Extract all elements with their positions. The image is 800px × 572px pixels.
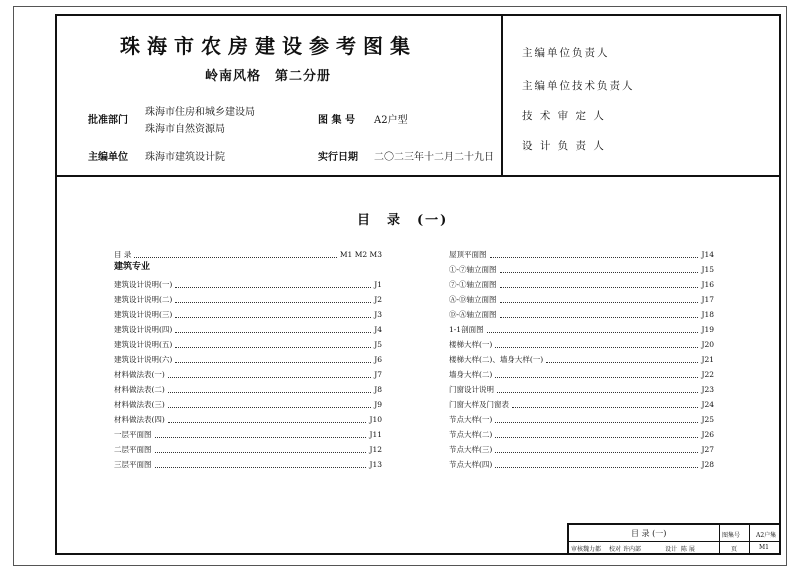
toc-entry-code: J27 xyxy=(701,445,714,454)
toc-entry-code: J1 xyxy=(374,280,382,289)
toc-entry-name: 节点大样(四) xyxy=(449,460,493,469)
toc-leader-dots xyxy=(487,332,699,333)
toc-leader-dots xyxy=(168,407,371,408)
title-block-checker: 许内部 xyxy=(623,546,642,553)
toc-entry[interactable] xyxy=(449,440,714,455)
toc-entry-code: J19 xyxy=(701,325,714,334)
toc-leader-dots xyxy=(175,347,371,348)
toc-leader-dots xyxy=(175,362,371,363)
toc-entry-code: M1 M2 M3 xyxy=(339,250,382,259)
toc-leader-dots xyxy=(497,392,698,393)
toc-entry[interactable] xyxy=(114,425,382,440)
toc-leader-dots xyxy=(155,452,367,453)
title-block-page-label: 页 xyxy=(731,546,738,553)
title-block-reviewer: 魏力都 xyxy=(583,546,602,553)
editor-value: 珠海市建筑设计院 xyxy=(145,152,225,163)
toc-entry[interactable] xyxy=(449,260,714,275)
toc-entry[interactable] xyxy=(114,305,382,320)
toc-leader-dots xyxy=(495,377,698,378)
toc-entry[interactable] xyxy=(449,395,714,410)
toc-entry[interactable] xyxy=(114,410,382,425)
toc-entry-name: 建筑设计说明(五) xyxy=(114,340,173,349)
toc-leader-dots xyxy=(490,257,699,258)
title-block-designer: 陈 展 xyxy=(681,546,695,553)
toc-entry[interactable] xyxy=(449,305,714,320)
title-block xyxy=(567,523,780,553)
toc-entry-name: 三层平面图 xyxy=(114,460,152,469)
toc-leader-dots xyxy=(495,347,698,348)
toc-leader-dots xyxy=(500,302,699,303)
toc-section-heading: 建筑专业 xyxy=(114,262,151,272)
toc-leader-dots xyxy=(500,317,699,318)
toc-entry-code: J16 xyxy=(701,280,714,289)
title-block-atlas-value: A2户集 xyxy=(756,532,777,539)
toc-entry[interactable] xyxy=(449,245,714,260)
toc-left-column xyxy=(114,245,382,470)
resp-tech-chief: 主编单位技术负责人 xyxy=(522,80,635,92)
toc-leader-dots xyxy=(134,257,336,258)
approval-dept-2: 珠海市自然资源局 xyxy=(145,124,225,135)
toc-entry-code: J12 xyxy=(369,445,382,454)
toc-entry[interactable] xyxy=(114,290,382,305)
toc-entry-name: 墙身大样(二) xyxy=(449,370,493,379)
toc-entry-code: J10 xyxy=(369,415,382,424)
toc-entry[interactable] xyxy=(114,335,382,350)
toc-leader-dots xyxy=(500,287,699,288)
toc-entry-code: J13 xyxy=(369,460,382,469)
toc-entry[interactable] xyxy=(114,440,382,455)
toc-entry-code: J21 xyxy=(701,355,714,364)
toc-right-column xyxy=(449,245,714,470)
toc-entry[interactable] xyxy=(449,410,714,425)
toc-entry[interactable] xyxy=(449,290,714,305)
toc-entry-code: J15 xyxy=(701,265,714,274)
toc-title: 目 录 (一) xyxy=(357,213,449,228)
toc-entry-code: J18 xyxy=(701,310,714,319)
toc-entry-name: ⑦-①轴立面图 xyxy=(449,280,497,289)
atlas-no-value: A2户型 xyxy=(374,115,408,126)
toc-entry-name: 节点大样(三) xyxy=(449,445,493,454)
toc-leader-dots xyxy=(175,302,371,303)
toc-leader-dots xyxy=(175,287,371,288)
toc-leader-dots xyxy=(175,332,371,333)
toc-entry[interactable] xyxy=(114,275,382,290)
toc-entry-name: 一层平面图 xyxy=(114,430,152,439)
toc-entry-code: J24 xyxy=(701,400,714,409)
toc-leader-dots xyxy=(500,272,699,273)
toc-leader-dots xyxy=(155,467,367,468)
toc-entry-code: J25 xyxy=(701,415,714,424)
approval-label: 批准部门 xyxy=(88,115,128,126)
toc-entry-code: J2 xyxy=(374,295,382,304)
date-value: 二〇二三年十二月二十九日 xyxy=(374,152,494,163)
toc-entry[interactable] xyxy=(449,455,714,470)
toc-leader-dots xyxy=(546,362,698,363)
toc-entry-code: J7 xyxy=(374,370,382,379)
toc-entry[interactable] xyxy=(114,350,382,365)
title-block-checker-label: 校对 xyxy=(609,546,622,553)
toc-entry-code: J28 xyxy=(701,460,714,469)
toc-entry-name: 1-1剖面图 xyxy=(449,325,484,334)
title-block-divider xyxy=(719,525,720,553)
toc-right-list xyxy=(449,245,714,470)
toc-entry-name: 门窗设计说明 xyxy=(449,385,494,394)
header-divider xyxy=(55,175,781,177)
resp-design-lead: 设 计 负 责 人 xyxy=(522,140,606,152)
toc-leader-dots xyxy=(175,317,371,318)
toc-entry-name: 目 录 xyxy=(114,250,132,259)
toc-left-list xyxy=(114,275,382,470)
toc-entry-code: J9 xyxy=(374,400,382,409)
toc-leader-dots xyxy=(495,467,698,468)
approval-dept-1: 珠海市住房和城乡建设局 xyxy=(145,107,255,118)
header-vertical-divider xyxy=(501,14,503,176)
editor-label: 主编单位 xyxy=(88,152,128,163)
title-block-atlas-label: 图集号 xyxy=(722,532,741,539)
toc-entry-code: J8 xyxy=(374,385,382,394)
title-block-designer-label: 设计 xyxy=(665,546,678,553)
toc-entry[interactable] xyxy=(114,395,382,410)
toc-entry[interactable] xyxy=(449,350,714,365)
toc-entry-name: 屋顶平面图 xyxy=(449,250,487,259)
atlas-no-label: 图 集 号 xyxy=(318,115,355,126)
toc-entry-code: J6 xyxy=(374,355,382,364)
toc-entry[interactable] xyxy=(114,380,382,395)
toc-entry-name: 建筑设计说明(三) xyxy=(114,310,173,319)
toc-entry-name: 节点大样(一) xyxy=(449,415,493,424)
toc-entry-name: ①-⑦轴立面图 xyxy=(449,265,497,274)
toc-entry[interactable] xyxy=(449,365,714,380)
toc-entry[interactable] xyxy=(114,365,382,380)
toc-leader-dots xyxy=(495,422,698,423)
toc-entry-name: 材料做法表(一) xyxy=(114,370,165,379)
title-block-divider xyxy=(749,525,750,553)
toc-entry[interactable] xyxy=(449,275,714,290)
toc-leader-dots xyxy=(155,437,367,438)
toc-entry[interactable] xyxy=(114,320,382,335)
page-title: 珠海市农房建设参考图集 xyxy=(120,34,417,58)
toc-leader-dots xyxy=(495,452,698,453)
resp-tech-reviewer: 技 术 审 定 人 xyxy=(522,110,606,122)
toc-entry-name: 二层平面图 xyxy=(114,445,152,454)
toc-entry-code: J22 xyxy=(701,370,714,379)
toc-entry-name: 楼梯大样(一) xyxy=(449,340,493,349)
toc-entry-name: Ⓐ-Ⓓ轴立面图 xyxy=(449,295,497,304)
toc-leader-dots xyxy=(512,407,698,408)
title-block-page-value: M1 xyxy=(759,544,769,551)
toc-entry[interactable] xyxy=(449,320,714,335)
toc-entry-code: J23 xyxy=(701,385,714,394)
toc-entry-name: 门窗大样及门窗表 xyxy=(449,400,509,409)
toc-entry[interactable] xyxy=(449,335,714,350)
toc-entry-name: Ⓓ-Ⓐ轴立面图 xyxy=(449,310,497,319)
toc-entry-name: 材料做法表(四) xyxy=(114,415,165,424)
toc-entry-name: 建筑设计说明(一) xyxy=(114,280,173,289)
toc-entry[interactable] xyxy=(449,380,714,395)
toc-leader-dots xyxy=(168,422,367,423)
toc-entry-code: J5 xyxy=(374,340,382,349)
toc-leader-dots xyxy=(495,437,698,438)
toc-entry[interactable] xyxy=(114,245,382,260)
toc-entry-code: J11 xyxy=(369,430,382,439)
toc-leader-dots xyxy=(168,392,371,393)
toc-entry-code: J20 xyxy=(701,340,714,349)
page-subtitle: 岭南风格 第二分册 xyxy=(205,69,332,84)
toc-entry[interactable] xyxy=(449,425,714,440)
toc-entry-name: 楼梯大样(二)、墙身大样(一) xyxy=(449,355,544,364)
toc-entry-code: J4 xyxy=(374,325,382,334)
toc-entry-code: J17 xyxy=(701,295,714,304)
resp-chief-editor: 主编单位负责人 xyxy=(522,47,610,59)
toc-entry-name: 材料做法表(三) xyxy=(114,400,165,409)
toc-entry[interactable] xyxy=(114,455,382,470)
toc-entry-code: J3 xyxy=(374,310,382,319)
toc-entry-name: 建筑设计说明(六) xyxy=(114,355,173,364)
toc-entry-name: 建筑设计说明(二) xyxy=(114,295,173,304)
title-block-reviewer-label: 审核 xyxy=(571,546,584,553)
title-block-name: 目 录 (一) xyxy=(631,529,667,538)
toc-leader-dots xyxy=(168,377,371,378)
toc-entry-code: J26 xyxy=(701,430,714,439)
date-label: 实行日期 xyxy=(318,152,358,163)
toc-entry-name: 材料做法表(二) xyxy=(114,385,165,394)
toc-entry-code: J14 xyxy=(701,250,714,259)
toc-entry-name: 节点大样(二) xyxy=(449,430,493,439)
toc-entry-name: 建筑设计说明(四) xyxy=(114,325,173,334)
